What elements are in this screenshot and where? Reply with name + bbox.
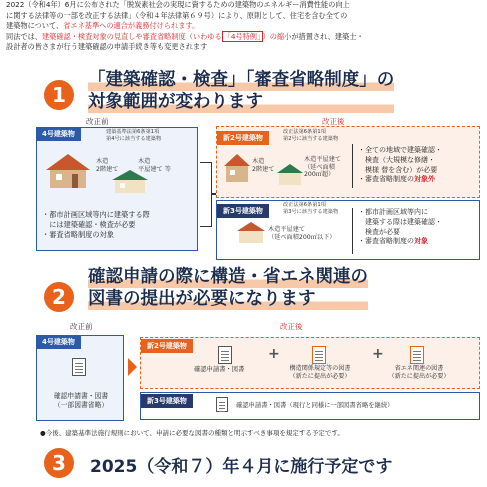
- after-label: 改正後: [322, 117, 345, 126]
- new3-doc-label: 確認申請書・図書（現行と同様に一部図書省略を継続）: [236, 402, 394, 409]
- old-house2-label: 木造 平屋建て 等: [138, 158, 171, 173]
- arrow-right-icon: [128, 358, 137, 376]
- before-label: 改正前: [70, 322, 93, 331]
- document-icon: [312, 346, 326, 364]
- new-class3-tag: 新3号建築物: [141, 394, 193, 408]
- old-doc-label: 確認申請書・図書 （一部図書省略）: [53, 392, 109, 410]
- new2-doc1-label: 確認申請書・図書: [194, 366, 245, 373]
- old-class4-tag: 4号建築物: [36, 127, 81, 141]
- new-class2-tag: 新2号建築物: [217, 131, 269, 145]
- intro-paragraph: [6, 0, 482, 53]
- new3-bullets: ・都市計画区域等内に 建築する際は建築確認・ 検査が必要 ・審査省略制度の対象: [358, 208, 442, 246]
- document-icon: [216, 397, 228, 412]
- section-3-title: 2025（令和７）年４月に施行予定です: [90, 457, 393, 477]
- document-icon: [218, 346, 232, 364]
- new2-bullets: ・全ての地域で建築確認・ 検査（大規模な修繕・ 模様 替を含む）が必要 ・審査省略制度の対象外: [358, 146, 442, 184]
- house-2story-icon: [42, 152, 94, 190]
- old-class4-tag: 4号建築物: [36, 335, 81, 349]
- before-label: 改正前: [86, 117, 109, 126]
- new-class2-tag: 新2号建築物: [141, 339, 193, 353]
- new2-doc3-label: 省エネ関連の図書 （新たに提出が必要）: [388, 365, 450, 380]
- section-1-title: 「建築確認・検査」「審査省略制度」の 対象範囲が変わります: [88, 70, 395, 112]
- section-3-number: 3: [44, 448, 74, 478]
- plus-icon: +: [372, 346, 384, 362]
- house-1story-icon: [276, 164, 304, 186]
- new-class3-tag: 新3号建築物: [217, 204, 269, 218]
- intro-line: 2022（令和4年）6月に公布された「脱炭素社会の実現に資するための建築物のエネルギー消費性能の向上: [6, 0, 350, 9]
- new2-doc2-label: 構造関係規定等の図書 （新たに提出が必要）: [289, 365, 351, 380]
- section-1-number: 1: [44, 80, 74, 110]
- divider-line: [352, 144, 353, 188]
- new-class2-definition: 改正法第6条第1項 第2号に該当する建築物: [283, 129, 339, 142]
- intro-line: 同法では、建築確認・検査対象の見直しや審査省略制度（いわゆる 「4号特例」 ）の縮小が措置され、建築士・: [6, 31, 364, 41]
- document-icon: [410, 346, 424, 364]
- section-2-number: 2: [44, 282, 74, 312]
- section-2-title: 確認申請の際に構造・省エネ関連の 図書の提出が必要になります: [88, 267, 368, 309]
- house-1story-icon: [236, 222, 266, 244]
- after-label: 改正後: [280, 322, 303, 331]
- intro-line: 設計者の皆さまが行う建築確認の申請手続き等も変更されます: [6, 42, 208, 52]
- divider-line: [352, 208, 353, 254]
- plus-icon: +: [268, 346, 280, 362]
- old-bullets: ・都市計画区域等内に建築する際 には建築確認・検査が必要 ・審査省略制度の対象: [42, 210, 150, 239]
- bracket-divider: [200, 162, 212, 227]
- intro-line: 建築物について、省エネ基準への適合が義務付けられます。: [6, 21, 200, 31]
- intro-line: に関する法律等の一部を改正する法律」（令和４年法律第６９号）により、原則として、住宅を含む全ての: [6, 10, 348, 20]
- old-house1-label: 木造 2階建て: [96, 158, 119, 173]
- house-2story-icon: [222, 152, 252, 184]
- old-class4-definition: 建築基準法第6条第1項 第4号に該当する建築物: [106, 129, 162, 142]
- new2-house1-label: 木造 2階建て: [252, 158, 275, 173]
- new2-house2-label: 木造平屋建て （延べ面積 200㎡超）: [304, 156, 342, 179]
- regulation-note: ●今後、建築基準法施行規則において、申請に必要な図書の種類と明示すべき事項を規定する予定です。: [40, 429, 344, 437]
- document-icon: [72, 358, 86, 376]
- new-class3-definition: 改正法第6条第1項 第3号に該当する建築物: [283, 202, 339, 215]
- new3-house-label: 木造平屋建て （延べ面積200㎡以下）: [268, 226, 336, 241]
